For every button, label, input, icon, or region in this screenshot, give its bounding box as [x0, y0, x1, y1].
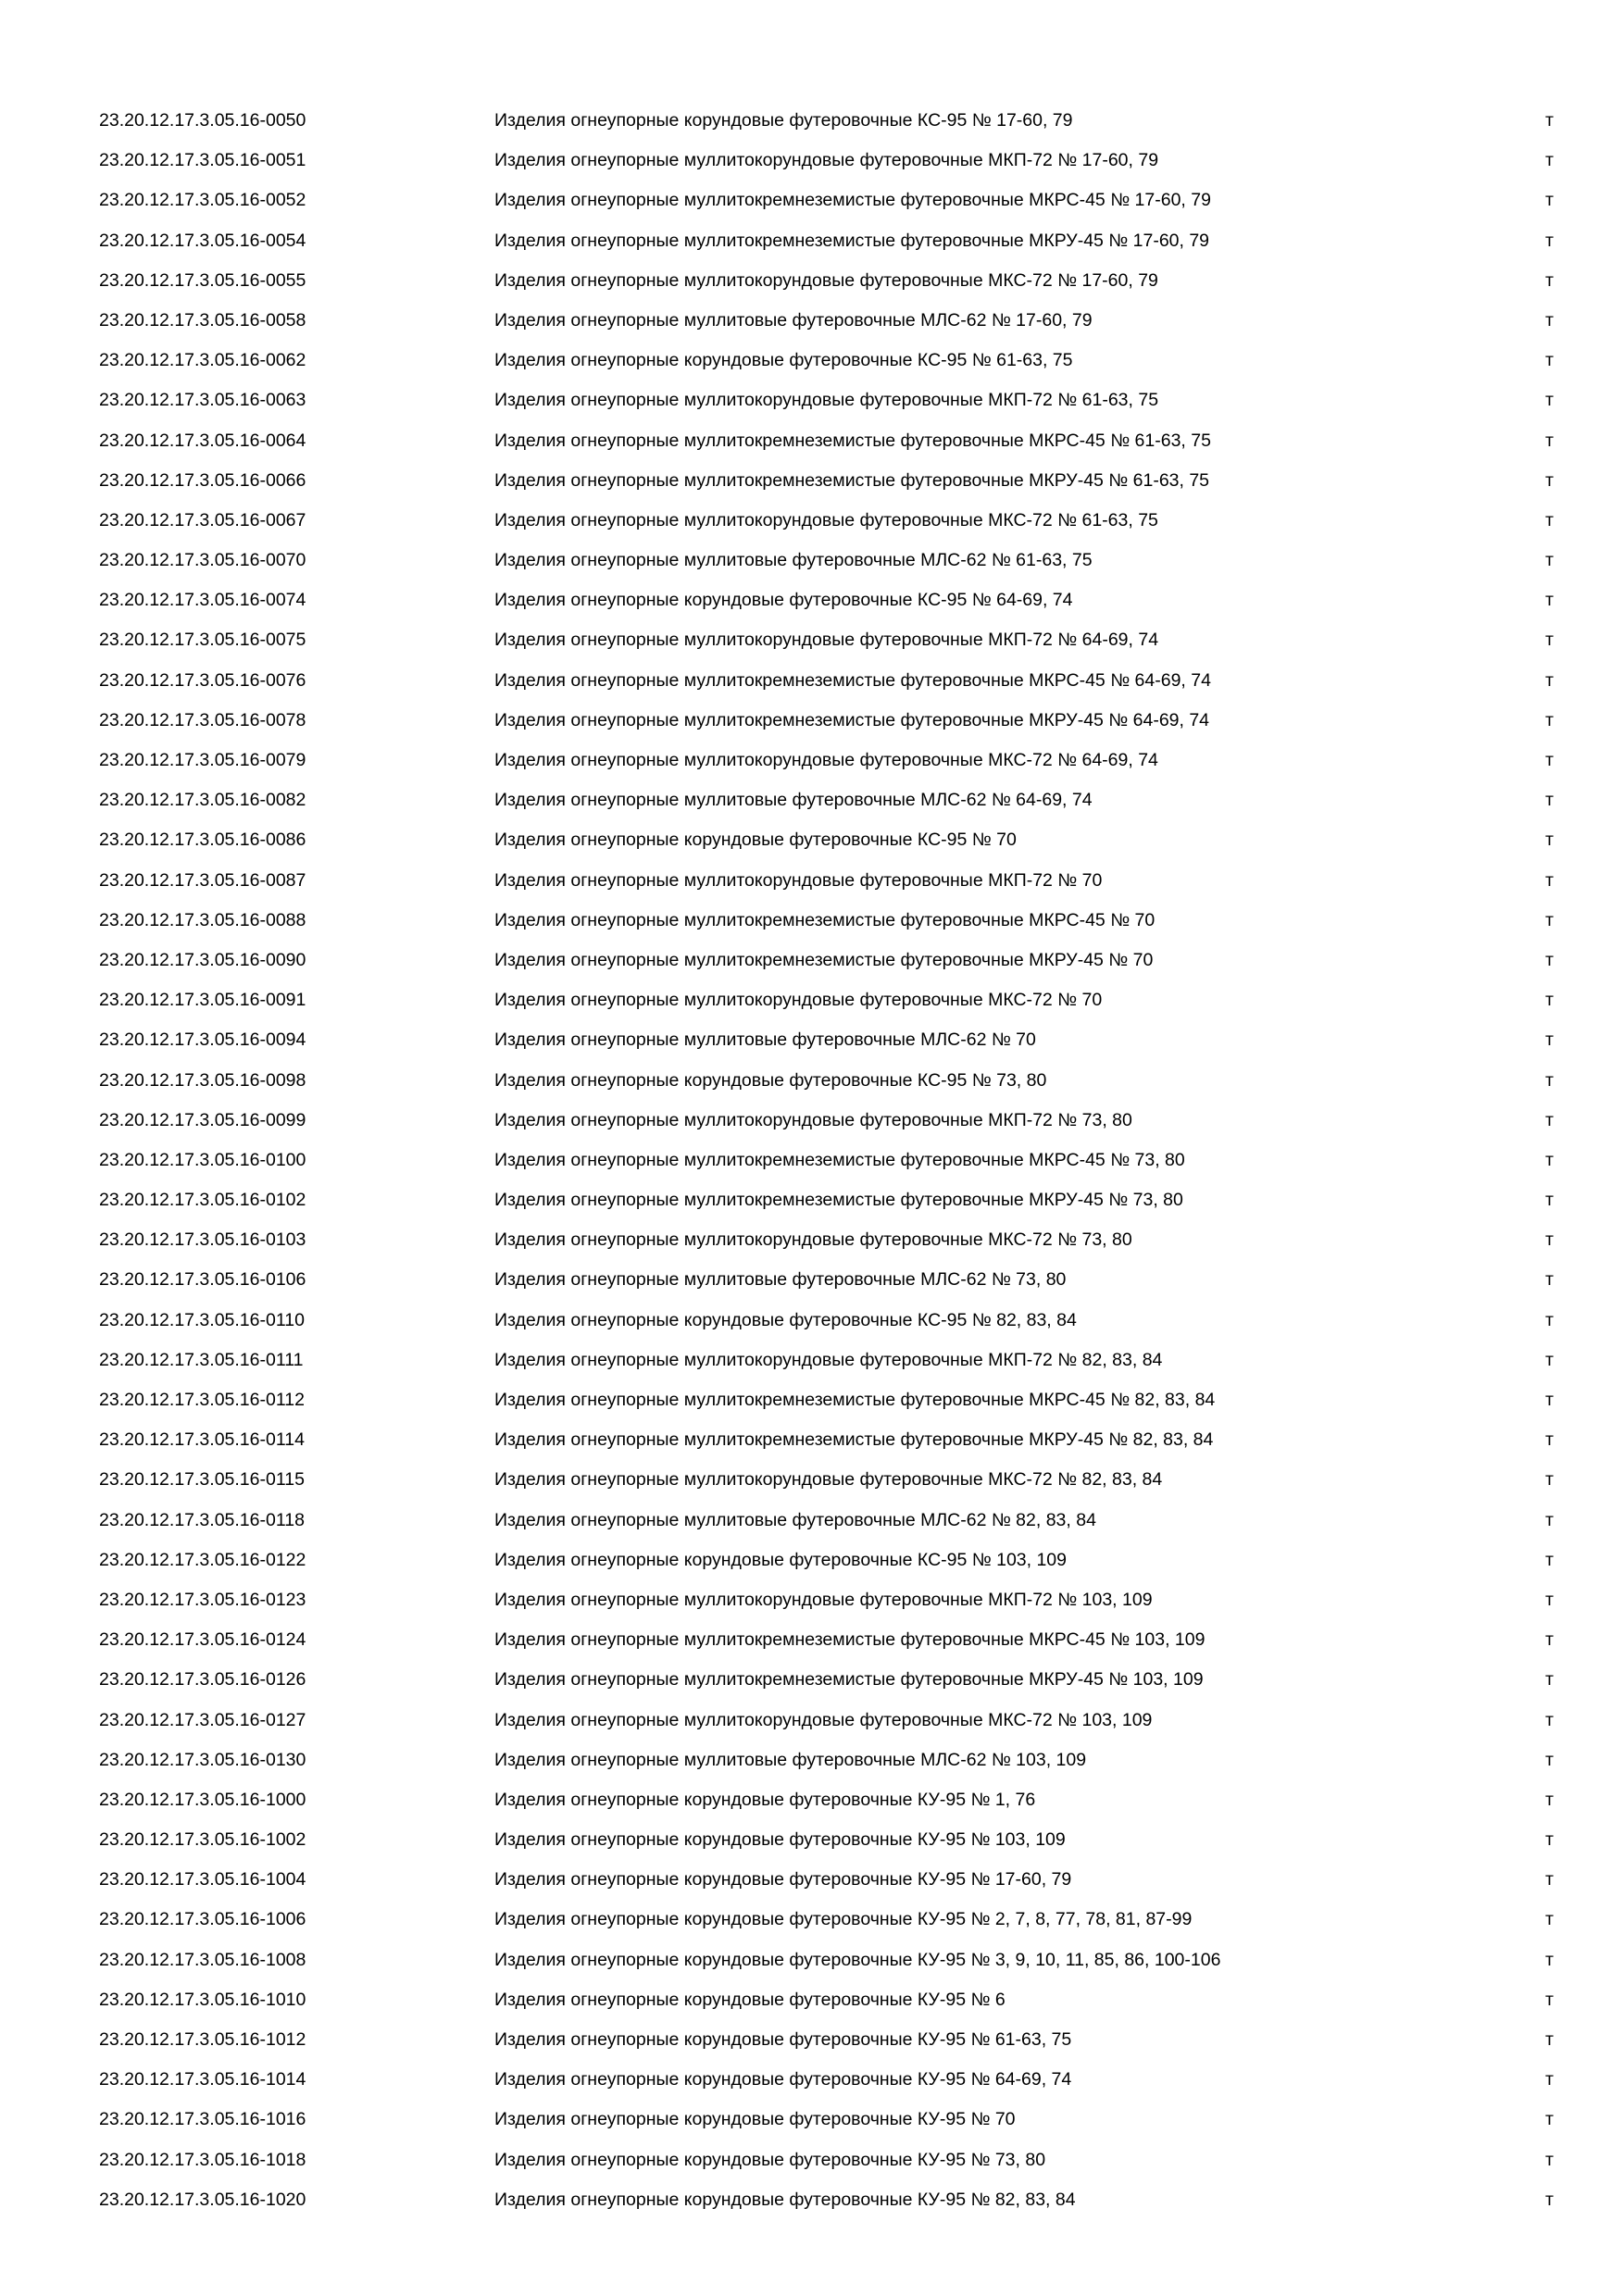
resource-code: 23.20.12.17.3.05.16-0111: [99, 1349, 304, 1370]
table-row: [0, 1423, 1624, 1463]
resource-code: 23.20.12.17.3.05.16-0123: [99, 1589, 306, 1610]
resource-name: Изделия огнеупорные муллитокремнеземистые футеровочные МКРС-45 № 64-69, 74: [494, 669, 1211, 691]
resource-name: Изделия огнеупорные муллитокремнеземистые футеровочные МКРУ-45 № 73, 80: [494, 1190, 1183, 1211]
table-row: [0, 1823, 1624, 1863]
unit-of-measure: т: [1545, 2069, 1554, 2090]
resource-name: Изделия огнеупорные корундовые футеровочные КС-95 № 70: [494, 830, 1017, 851]
unit-of-measure: т: [1545, 1829, 1554, 1851]
resource-name: Изделия огнеупорные муллитокорундовые футеровочные МКС-72 № 103, 109: [494, 1709, 1153, 1730]
table-row: [0, 1343, 1624, 1383]
table-row: [0, 904, 1624, 943]
resource-name: Изделия огнеупорные корундовые футеровочные КУ-95 № 82, 83, 84: [494, 2189, 1076, 2210]
resource-name: Изделия огнеупорные корундовые футеровочные КУ-95 № 3, 9, 10, 11, 85, 86, 100-106: [494, 1949, 1221, 1970]
unit-of-measure: т: [1545, 1869, 1554, 1890]
table-row: [0, 743, 1624, 783]
unit-of-measure: т: [1545, 230, 1554, 251]
unit-of-measure: т: [1545, 1909, 1554, 1930]
table-row: [0, 1983, 1624, 2023]
resource-code: 23.20.12.17.3.05.16-0122: [99, 1549, 306, 1570]
resource-name: Изделия огнеупорные муллитокорундовые футеровочные МКС-72 № 73, 80: [494, 1229, 1132, 1251]
table-row: [0, 1703, 1624, 1743]
table-row: [0, 623, 1624, 663]
resource-code: 23.20.12.17.3.05.16-0110: [99, 1309, 305, 1330]
table-row: [0, 1223, 1624, 1263]
resource-name: Изделия огнеупорные корундовые футеровочные КС-95 № 64-69, 74: [494, 590, 1073, 611]
unit-of-measure: т: [1545, 830, 1554, 851]
unit-of-measure: т: [1545, 1789, 1554, 1810]
resource-code: 23.20.12.17.3.05.16-0118: [99, 1509, 305, 1530]
resource-code: 23.20.12.17.3.05.16-0088: [99, 909, 306, 930]
table-row: [0, 1743, 1624, 1783]
resource-code: 23.20.12.17.3.05.16-0114: [99, 1429, 305, 1451]
resource-name: Изделия огнеупорные муллитокорундовые футеровочные МКС-72 № 70: [494, 990, 1103, 1011]
unit-of-measure: т: [1545, 469, 1554, 491]
resource-code: 23.20.12.17.3.05.16-1020: [99, 2189, 306, 2210]
resource-name: Изделия огнеупорные муллитокорундовые футеровочные МКП-72 № 73, 80: [494, 1109, 1132, 1130]
table-row: [0, 104, 1624, 144]
table-row: [0, 1783, 1624, 1823]
table-row: [0, 1183, 1624, 1223]
table-row: [0, 2143, 1624, 2183]
resource-code: 23.20.12.17.3.05.16-0106: [99, 1269, 306, 1291]
resource-code: 23.20.12.17.3.05.16-1008: [99, 1949, 306, 1970]
table-row: [0, 504, 1624, 543]
resource-code: 23.20.12.17.3.05.16-1014: [99, 2069, 306, 2090]
resource-code: 23.20.12.17.3.05.16-0103: [99, 1229, 306, 1251]
unit-of-measure: т: [1545, 1229, 1554, 1251]
resource-code: 23.20.12.17.3.05.16-0079: [99, 750, 306, 770]
unit-of-measure: т: [1545, 630, 1554, 651]
resource-code: 23.20.12.17.3.05.16-0078: [99, 709, 306, 730]
table-row: [0, 1304, 1624, 1343]
unit-of-measure: т: [1545, 750, 1554, 770]
unit-of-measure: т: [1545, 669, 1554, 691]
resource-code: 23.20.12.17.3.05.16-0074: [99, 590, 306, 611]
table-row: [0, 823, 1624, 863]
unit-of-measure: т: [1545, 430, 1554, 451]
unit-of-measure: т: [1545, 1349, 1554, 1370]
table-row: [0, 1383, 1624, 1423]
table-row: [0, 1143, 1624, 1183]
unit-of-measure: т: [1545, 350, 1554, 371]
unit-of-measure: т: [1545, 1509, 1554, 1530]
resource-code: 23.20.12.17.3.05.16-0127: [99, 1709, 306, 1730]
resource-name: Изделия огнеупорные муллитокремнеземистые футеровочные МКРУ-45 № 103, 109: [494, 1669, 1204, 1691]
table-row: [0, 424, 1624, 464]
table-row: [0, 2183, 1624, 2223]
resource-name: Изделия огнеупорные корундовые футеровочные КУ-95 № 6: [494, 1989, 1006, 2010]
resource-name: Изделия огнеупорные корундовые футеровочные КУ-95 № 73, 80: [494, 2149, 1046, 2170]
resource-name: Изделия огнеупорные муллитовые футеровочные МЛС-62 № 64-69, 74: [494, 790, 1093, 811]
table-row: [0, 1663, 1624, 1703]
resource-name: Изделия огнеупорные муллитокорундовые футеровочные МКС-72 № 17-60, 79: [494, 269, 1158, 291]
resource-code: 23.20.12.17.3.05.16-0076: [99, 669, 306, 691]
resource-table: [0, 104, 1624, 2223]
unit-of-measure: т: [1545, 2109, 1554, 2130]
unit-of-measure: т: [1545, 869, 1554, 891]
unit-of-measure: т: [1545, 1069, 1554, 1091]
resource-name: Изделия огнеупорные муллитокремнеземистые футеровочные МКРУ-45 № 82, 83, 84: [494, 1429, 1214, 1451]
resource-name: Изделия огнеупорные муллитокорундовые футеровочные МКП-72 № 82, 83, 84: [494, 1349, 1163, 1370]
resource-code: 23.20.12.17.3.05.16-0067: [99, 509, 306, 530]
table-row: [0, 144, 1624, 183]
unit-of-measure: т: [1545, 1549, 1554, 1570]
table-row: [0, 1104, 1624, 1143]
resource-code: 23.20.12.17.3.05.16-0091: [99, 990, 306, 1011]
resource-code: 23.20.12.17.3.05.16-0126: [99, 1669, 306, 1691]
unit-of-measure: т: [1545, 909, 1554, 930]
unit-of-measure: т: [1545, 790, 1554, 811]
table-row: [0, 1543, 1624, 1583]
resource-name: Изделия огнеупорные муллитокремнеземистые футеровочные МКРУ-45 № 70: [494, 949, 1154, 970]
unit-of-measure: т: [1545, 990, 1554, 1011]
resource-name: Изделия огнеупорные корундовые футеровочные КУ-95 № 1, 76: [494, 1789, 1036, 1810]
table-row: [0, 304, 1624, 343]
unit-of-measure: т: [1545, 309, 1554, 331]
unit-of-measure: т: [1545, 1109, 1554, 1130]
resource-name: Изделия огнеупорные муллитокорундовые футеровочные МКП-72 № 61-63, 75: [494, 390, 1159, 411]
resource-name: Изделия огнеупорные муллитовые футеровочные МЛС-62 № 17-60, 79: [494, 309, 1093, 331]
table-row: [0, 383, 1624, 423]
table-row: [0, 783, 1624, 823]
table-row: [0, 1943, 1624, 1983]
resource-code: 23.20.12.17.3.05.16-1012: [99, 2029, 306, 2050]
resource-name: Изделия огнеупорные муллитокремнеземистые футеровочные МКРУ-45 № 17-60, 79: [494, 230, 1210, 251]
table-row: [0, 1863, 1624, 1903]
unit-of-measure: т: [1545, 1989, 1554, 2010]
resource-code: 23.20.12.17.3.05.16-0062: [99, 350, 306, 371]
resource-code: 23.20.12.17.3.05.16-1018: [99, 2149, 306, 2170]
table-row: [0, 1023, 1624, 1063]
resource-code: 23.20.12.17.3.05.16-0070: [99, 550, 306, 571]
resource-name: Изделия огнеупорные корундовые футеровочные КУ-95 № 2, 7, 8, 77, 78, 81, 87-99: [494, 1909, 1193, 1930]
unit-of-measure: т: [1545, 1269, 1554, 1291]
table-row: [0, 464, 1624, 504]
table-row: [0, 1903, 1624, 1942]
resource-name: Изделия огнеупорные муллитовые футеровочные МЛС-62 № 103, 109: [494, 1749, 1087, 1770]
resource-name: Изделия огнеупорные муллитокорундовые футеровочные МКС-72 № 64-69, 74: [494, 750, 1158, 770]
table-row: [0, 543, 1624, 583]
resource-name: Изделия огнеупорные корундовые футеровочные КС-95 № 17-60, 79: [494, 110, 1073, 131]
unit-of-measure: т: [1545, 1469, 1554, 1491]
unit-of-measure: т: [1545, 1629, 1554, 1651]
resource-code: 23.20.12.17.3.05.16-1016: [99, 2109, 306, 2130]
resource-code: 23.20.12.17.3.05.16-0124: [99, 1629, 306, 1651]
resource-code: 23.20.12.17.3.05.16-0064: [99, 430, 306, 451]
table-row: [0, 1463, 1624, 1503]
table-row: [0, 943, 1624, 983]
resource-code: 23.20.12.17.3.05.16-1010: [99, 1989, 306, 2010]
resource-name: Изделия огнеупорные корундовые футеровочные КУ-95 № 64-69, 74: [494, 2069, 1072, 2090]
resource-code: 23.20.12.17.3.05.16-0075: [99, 630, 306, 651]
resource-name: Изделия огнеупорные муллитокремнеземистые футеровочные МКРС-45 № 82, 83, 84: [494, 1390, 1216, 1410]
resource-name: Изделия огнеупорные муллитокремнеземистые футеровочные МКРС-45 № 17-60, 79: [494, 190, 1211, 211]
resource-name: Изделия огнеупорные муллитокремнеземистые футеровочные МКРУ-45 № 61-63, 75: [494, 469, 1210, 491]
unit-of-measure: т: [1545, 709, 1554, 730]
resource-name: Изделия огнеупорные корундовые футеровочные КС-95 № 73, 80: [494, 1069, 1047, 1091]
unit-of-measure: т: [1545, 1029, 1554, 1051]
resource-name: Изделия огнеупорные муллитокорундовые футеровочные МКС-72 № 61-63, 75: [494, 509, 1158, 530]
table-row: [0, 183, 1624, 223]
resource-name: Изделия огнеупорные муллитокремнеземистые футеровочные МКРС-45 № 61-63, 75: [494, 430, 1211, 451]
resource-name: Изделия огнеупорные муллитовые футеровочные МЛС-62 № 73, 80: [494, 1269, 1067, 1291]
resource-code: 23.20.12.17.3.05.16-0052: [99, 190, 306, 211]
resource-name: Изделия огнеупорные муллитокремнеземистые футеровочные МКРС-45 № 73, 80: [494, 1149, 1185, 1170]
unit-of-measure: т: [1545, 1190, 1554, 1211]
table-row: [0, 2103, 1624, 2142]
resource-code: 23.20.12.17.3.05.16-1006: [99, 1909, 306, 1930]
table-row: [0, 864, 1624, 904]
unit-of-measure: т: [1545, 1390, 1554, 1410]
resource-code: 23.20.12.17.3.05.16-1002: [99, 1829, 306, 1851]
resource-name: Изделия огнеупорные корундовые футеровочные КС-95 № 103, 109: [494, 1549, 1068, 1570]
resource-name: Изделия огнеупорные муллитокорундовые футеровочные МКП-72 № 17-60, 79: [494, 150, 1159, 171]
resource-code: 23.20.12.17.3.05.16-1000: [99, 1789, 306, 1810]
resource-name: Изделия огнеупорные корундовые футеровочные КУ-95 № 61-63, 75: [494, 2029, 1072, 2050]
resource-code: 23.20.12.17.3.05.16-0090: [99, 949, 306, 970]
resource-name: Изделия огнеупорные муллитокремнеземистые футеровочные МКРУ-45 № 64-69, 74: [494, 709, 1210, 730]
resource-code: 23.20.12.17.3.05.16-0055: [99, 269, 306, 291]
resource-name: Изделия огнеупорные муллитовые футеровочные МЛС-62 № 70: [494, 1029, 1036, 1051]
table-row: [0, 264, 1624, 304]
resource-code: 23.20.12.17.3.05.16-0051: [99, 150, 306, 171]
table-row: [0, 583, 1624, 623]
resource-code: 23.20.12.17.3.05.16-1004: [99, 1869, 306, 1890]
table-row: [0, 1623, 1624, 1663]
table-row: [0, 2023, 1624, 2063]
resource-code: 23.20.12.17.3.05.16-0094: [99, 1029, 306, 1051]
resource-name: Изделия огнеупорные муллитокорундовые футеровочные МКП-72 № 64-69, 74: [494, 630, 1159, 651]
unit-of-measure: т: [1545, 1149, 1554, 1170]
table-row: [0, 1504, 1624, 1543]
resource-name: Изделия огнеупорные муллитокорундовые футеровочные МКП-72 № 70: [494, 869, 1103, 891]
unit-of-measure: т: [1545, 269, 1554, 291]
unit-of-measure: т: [1545, 550, 1554, 571]
unit-of-measure: т: [1545, 509, 1554, 530]
resource-code: 23.20.12.17.3.05.16-0058: [99, 309, 306, 331]
table-row: [0, 343, 1624, 383]
table-row: [0, 1583, 1624, 1623]
resource-code: 23.20.12.17.3.05.16-0050: [99, 110, 306, 131]
unit-of-measure: т: [1545, 1949, 1554, 1970]
resource-name: Изделия огнеупорные корундовые футеровочные КС-95 № 82, 83, 84: [494, 1309, 1077, 1330]
table-row: [0, 1263, 1624, 1303]
resource-name: Изделия огнеупорные корундовые футеровочные КУ-95 № 17-60, 79: [494, 1869, 1072, 1890]
unit-of-measure: т: [1545, 2189, 1554, 2210]
table-row: [0, 983, 1624, 1023]
table-row: [0, 664, 1624, 704]
table-row: [0, 1064, 1624, 1104]
resource-code: 23.20.12.17.3.05.16-0102: [99, 1190, 306, 1211]
table-row: [0, 704, 1624, 743]
unit-of-measure: т: [1545, 590, 1554, 611]
table-row: [0, 224, 1624, 264]
unit-of-measure: т: [1545, 1669, 1554, 1691]
unit-of-measure: т: [1545, 949, 1554, 970]
unit-of-measure: т: [1545, 1589, 1554, 1610]
unit-of-measure: т: [1545, 2029, 1554, 2050]
unit-of-measure: т: [1545, 1429, 1554, 1451]
resource-name: Изделия огнеупорные корундовые футеровочные КУ-95 № 103, 109: [494, 1829, 1066, 1851]
resource-code: 23.20.12.17.3.05.16-0099: [99, 1109, 306, 1130]
resource-name: Изделия огнеупорные корундовые футеровочные КС-95 № 61-63, 75: [494, 350, 1073, 371]
unit-of-measure: т: [1545, 390, 1554, 411]
resource-name: Изделия огнеупорные муллитокремнеземистые футеровочные МКРС-45 № 70: [494, 909, 1156, 930]
resource-name: Изделия огнеупорные корундовые футеровочные КУ-95 № 70: [494, 2109, 1016, 2130]
resource-code: 23.20.12.17.3.05.16-0063: [99, 390, 306, 411]
unit-of-measure: т: [1545, 1749, 1554, 1770]
unit-of-measure: т: [1545, 190, 1554, 211]
resource-code: 23.20.12.17.3.05.16-0066: [99, 469, 306, 491]
resource-code: 23.20.12.17.3.05.16-0112: [99, 1390, 305, 1410]
resource-name: Изделия огнеупорные муллитокорундовые футеровочные МКП-72 № 103, 109: [494, 1589, 1153, 1610]
unit-of-measure: т: [1545, 150, 1554, 171]
unit-of-measure: т: [1545, 2149, 1554, 2170]
resource-code: 23.20.12.17.3.05.16-0100: [99, 1149, 306, 1170]
resource-name: Изделия огнеупорные муллитокремнеземистые футеровочные МКРС-45 № 103, 109: [494, 1629, 1206, 1651]
resource-code: 23.20.12.17.3.05.16-0115: [99, 1469, 305, 1491]
resource-code: 23.20.12.17.3.05.16-0087: [99, 869, 306, 891]
resource-code: 23.20.12.17.3.05.16-0130: [99, 1749, 306, 1770]
resource-name: Изделия огнеупорные муллитокорундовые футеровочные МКС-72 № 82, 83, 84: [494, 1469, 1163, 1491]
resource-name: Изделия огнеупорные муллитовые футеровочные МЛС-62 № 61-63, 75: [494, 550, 1093, 571]
resource-code: 23.20.12.17.3.05.16-0086: [99, 830, 306, 851]
resource-name: Изделия огнеупорные муллитовые футеровочные МЛС-62 № 82, 83, 84: [494, 1509, 1096, 1530]
table-row: [0, 2063, 1624, 2103]
resource-code: 23.20.12.17.3.05.16-0082: [99, 790, 306, 811]
unit-of-measure: т: [1545, 1309, 1554, 1330]
unit-of-measure: т: [1545, 110, 1554, 131]
unit-of-measure: т: [1545, 1709, 1554, 1730]
resource-code: 23.20.12.17.3.05.16-0098: [99, 1069, 306, 1091]
resource-code: 23.20.12.17.3.05.16-0054: [99, 230, 306, 251]
